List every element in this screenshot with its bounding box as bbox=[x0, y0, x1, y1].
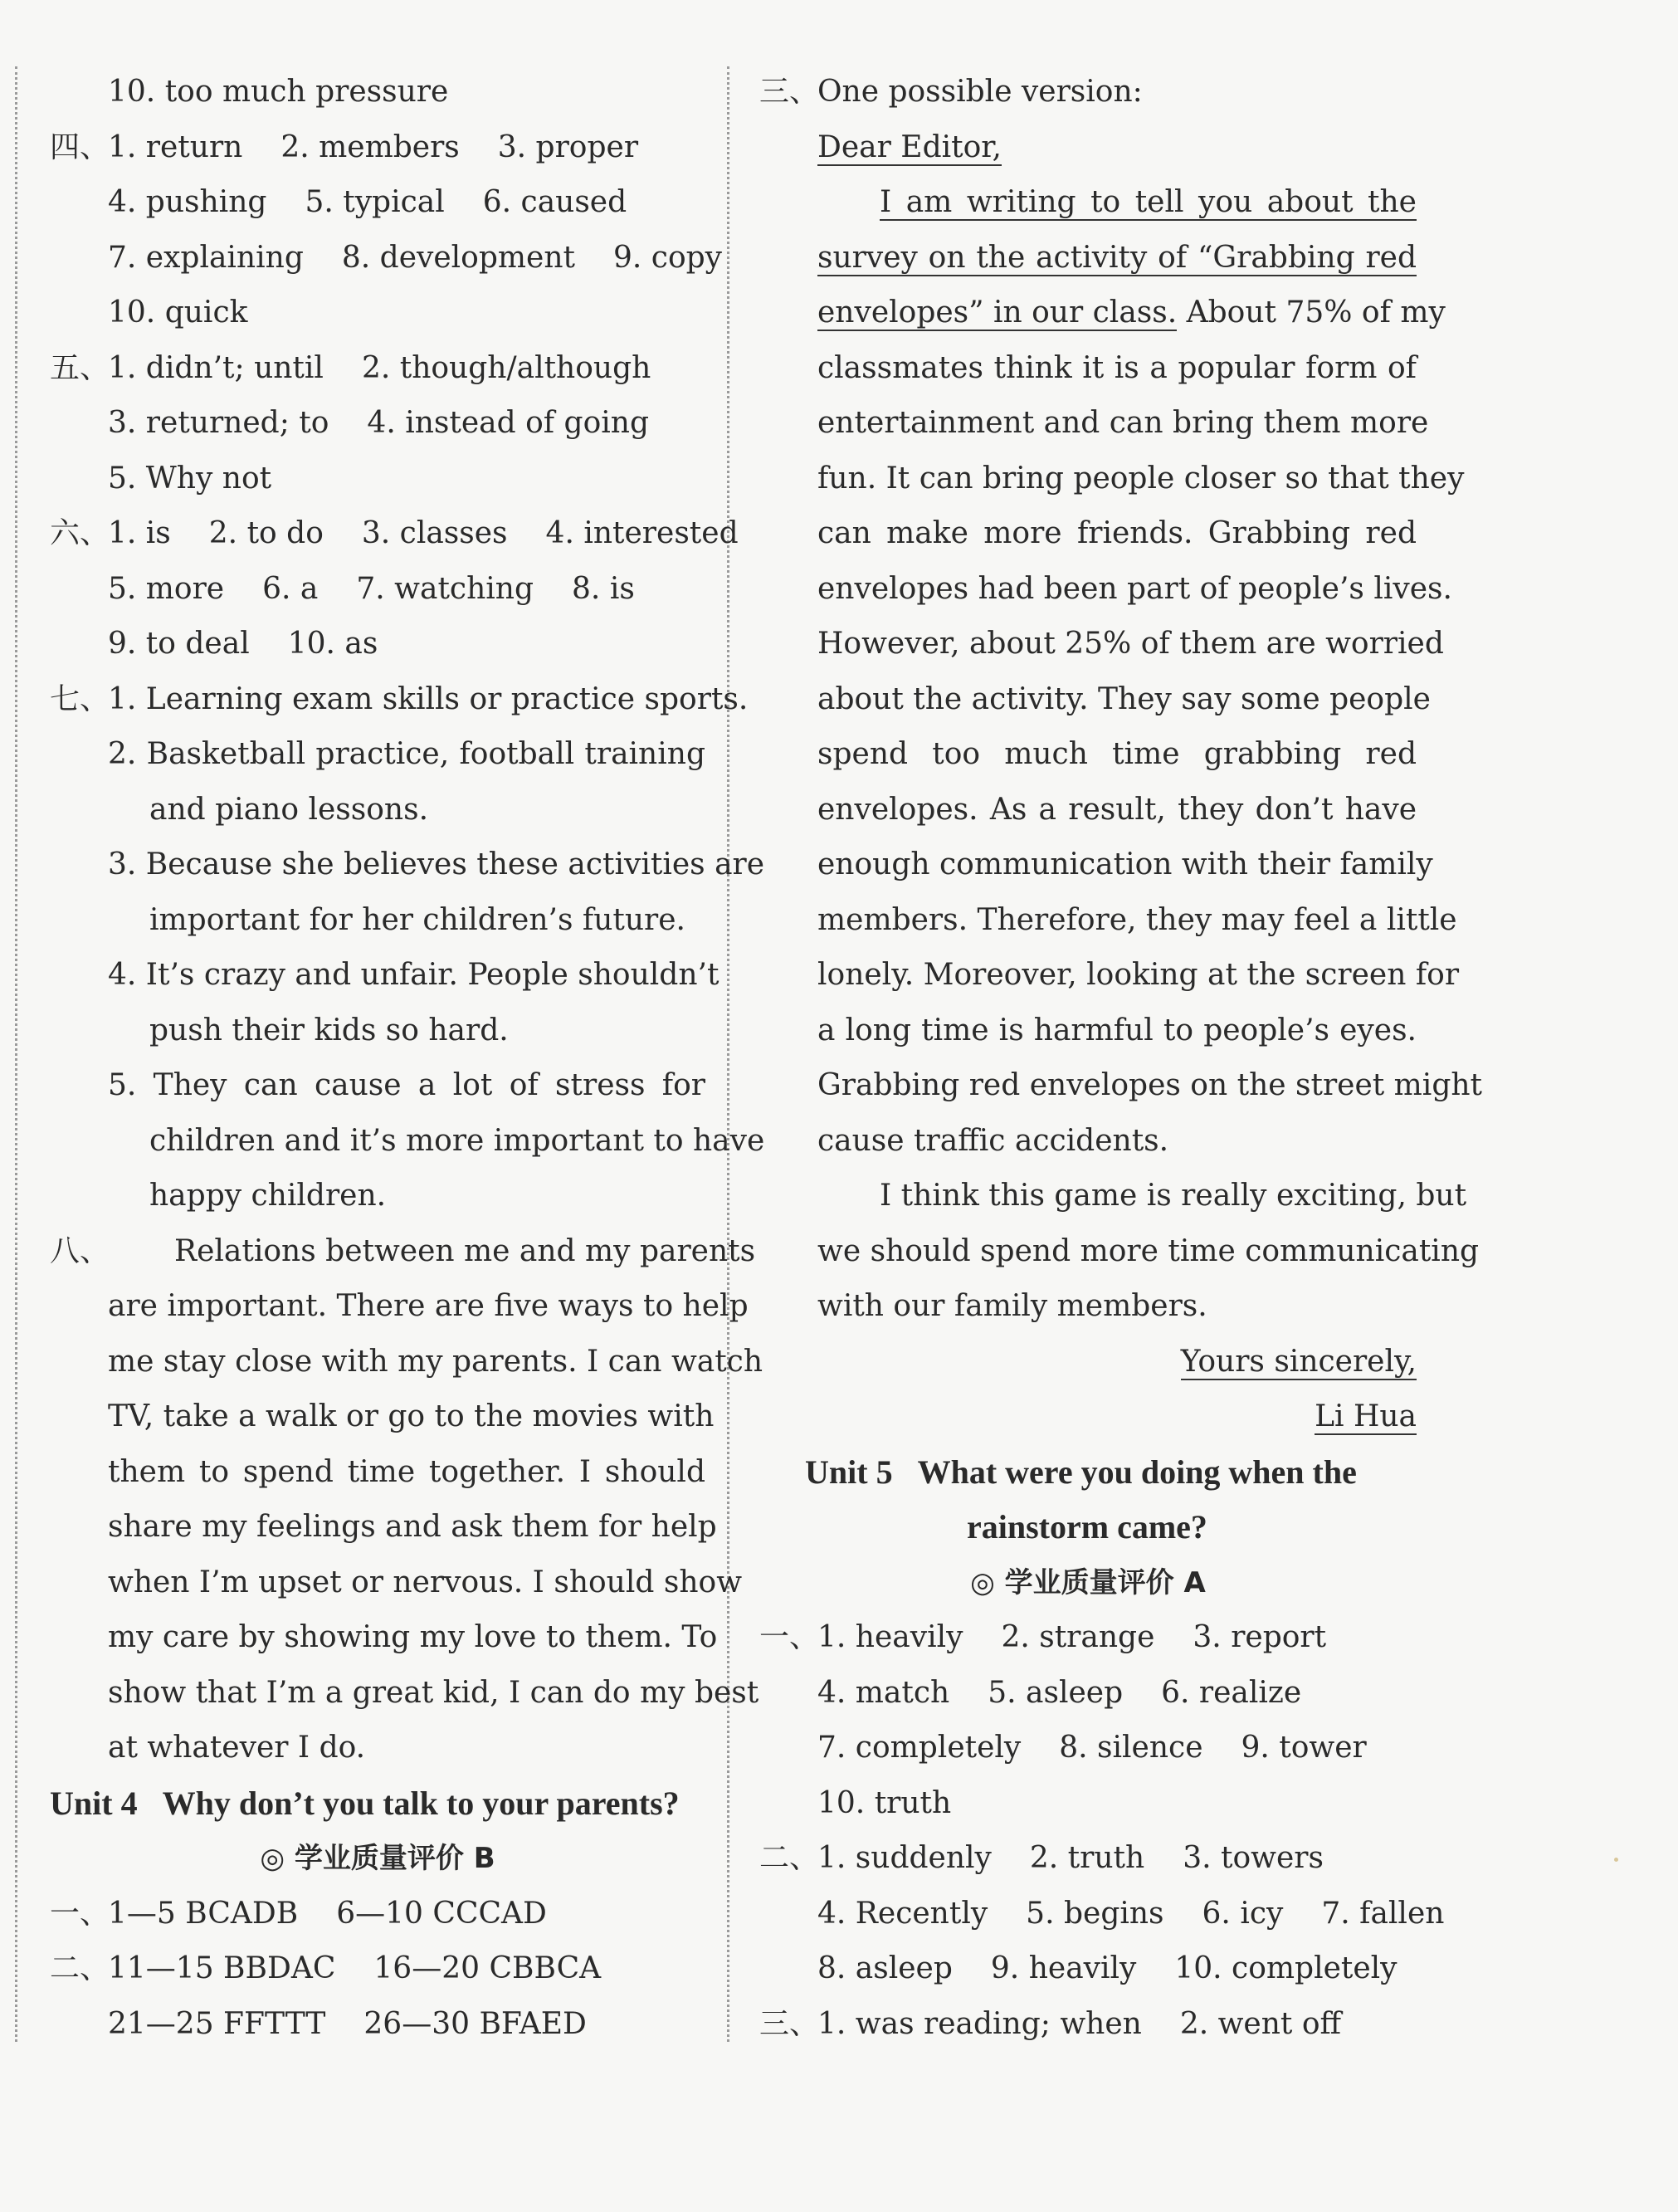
unit-title: What were you doing when the bbox=[917, 1453, 1357, 1491]
letter-line: with our family members. bbox=[817, 1289, 1207, 1323]
letter-line: I think this game is really exciting, but bbox=[880, 1179, 1467, 1213]
right-column bbox=[759, 65, 1483, 2052]
section-7-line: 5. They can cause a lot of stress for bbox=[108, 1068, 705, 1102]
unit-5-heading-line-1 bbox=[759, 1445, 1417, 1501]
answer-line: 10. too much pressure bbox=[108, 75, 449, 109]
letter-line: Grabbing red envelopes on the street might bbox=[817, 1068, 1483, 1102]
letter-line: enough communication with their family bbox=[817, 847, 1433, 881]
letter-line: classmates think it is a popular form of bbox=[817, 350, 1417, 385]
unit-5-section-2-line-2: 4. Recently 5. begins 6. icy 7. fallen bbox=[817, 1896, 1445, 1931]
letter-line: envelopes. As a result, they don’t have bbox=[817, 792, 1417, 827]
section-label: 八、 bbox=[50, 1233, 110, 1268]
letter-line: spend too much time grabbing red bbox=[817, 737, 1417, 771]
letter-line: entertainment and can bring them more bbox=[817, 406, 1429, 440]
section-4-line-4: 10. quick bbox=[108, 295, 248, 330]
unit-5-section-2-line-1: 二、 1. suddenly 2. truth 3. towers bbox=[759, 1831, 1417, 1887]
section-6-line-1: 六、 1. is 2. to do 3. classes 4. interested bbox=[50, 506, 705, 562]
section-4-line-2: 4. pushing 5. typical 6. caused bbox=[108, 185, 627, 219]
section-4-line-3: 7. explaining 8. development 9. copy bbox=[108, 240, 722, 275]
letter-closing: Yours sincerely, bbox=[1180, 1344, 1417, 1379]
unit-number: Unit 5 bbox=[805, 1453, 893, 1491]
letter-line: cause traffic accidents. bbox=[817, 1123, 1169, 1158]
section-7-line: important for her children’s future. bbox=[149, 902, 685, 937]
letter-line: lonely. Moreover, looking at the screen for bbox=[817, 958, 1460, 992]
unit-4-section-1: 一、 1—5 BCADB 6—10 CCCAD bbox=[50, 1887, 705, 1942]
section-8-line-1: 八、 Relations between me and my parents bbox=[50, 1224, 705, 1280]
essay-line: are important. There are five ways to help bbox=[108, 1289, 749, 1323]
section-7-line: 3. Because she believes these activities are bbox=[108, 847, 765, 881]
unit-5-section-1-line-4: 10. truth bbox=[817, 1785, 952, 1820]
unit-number: Unit 4 bbox=[50, 1784, 138, 1822]
essay-line: TV, take a walk or go to the movies with bbox=[108, 1399, 715, 1433]
section-label: 一、 bbox=[759, 1620, 820, 1654]
essay-line: when I’m upset or nervous. I should show bbox=[108, 1565, 743, 1599]
letter-line: I am writing to tell you about the bbox=[880, 185, 1417, 219]
letter-signature: Li Hua bbox=[1315, 1399, 1417, 1433]
unit-5-section-1-line-2: 4. match 5. asleep 6. realize bbox=[817, 1675, 1302, 1710]
letter-line: about the activity. They say some people bbox=[817, 681, 1431, 716]
letter-salutation: Dear Editor, bbox=[817, 129, 1002, 164]
column-divider-dotted-line bbox=[727, 66, 729, 2042]
section-7-line-1: 七、 1. Learning exam skills or practice sports. bbox=[50, 672, 705, 728]
section-7-line: push their kids so hard. bbox=[149, 1013, 509, 1047]
essay-line: at whatever I do. bbox=[108, 1731, 366, 1765]
unit-5-section-3-line-1: 三、 1. was reading; when 2. went off bbox=[759, 1997, 1417, 2053]
section-label: 三、 bbox=[759, 75, 820, 109]
unit-5-section-1-line-1: 一、 1. heavily 2. strange 3. report bbox=[759, 1610, 1417, 1666]
unit-4-subheading: ◎ 学业质量评价 B bbox=[260, 1842, 495, 1875]
essay-line: share my feelings and ask them for help bbox=[108, 1510, 717, 1544]
section-label: 二、 bbox=[50, 1951, 110, 1985]
unit-5-subheading: ◎ 学业质量评价 A bbox=[970, 1565, 1206, 1599]
essay-line: them to spend time together. I should bbox=[108, 1454, 705, 1489]
section-5-line-2: 3. returned; to 4. instead of going bbox=[108, 406, 650, 440]
section-label: 六、 bbox=[50, 516, 110, 550]
print-speck bbox=[1614, 1858, 1618, 1862]
letter-line: envelopes” in our class. About 75% of my bbox=[817, 295, 1446, 330]
section-4-line-1: 四、 1. return 2. members 3. proper bbox=[50, 120, 705, 176]
essay-line: me stay close with my parents. I can watch bbox=[108, 1344, 763, 1379]
letter-line: fun. It can bring people closer so that they bbox=[817, 461, 1465, 496]
section-label: 七、 bbox=[50, 681, 110, 716]
letter-line: can make more friends. Grabbing red bbox=[817, 516, 1417, 550]
section-6-line-3: 9. to deal 10. as bbox=[108, 627, 378, 661]
section-label: 五、 bbox=[50, 350, 110, 385]
binding-margin-dotted-line bbox=[15, 66, 17, 2042]
letter-line: survey on the activity of “Grabbing red bbox=[817, 240, 1417, 275]
letter-line: envelopes had been part of people’s lives. bbox=[817, 571, 1452, 606]
section-7-line: happy children. bbox=[149, 1179, 387, 1213]
letter-line: a long time is harmful to people’s eyes. bbox=[817, 1013, 1417, 1047]
section-7-line: 4. It’s crazy and unfair. People shouldn’t bbox=[108, 958, 719, 992]
essay-line: show that I’m a great kid, I can do my best bbox=[108, 1675, 759, 1710]
unit-4-heading bbox=[50, 1776, 705, 1832]
section-label: 三、 bbox=[759, 2006, 820, 2041]
section-label: 一、 bbox=[50, 1896, 110, 1931]
essay-line: my care by showing my love to them. To bbox=[108, 1620, 718, 1654]
unit-title: Why don’t you talk to your parents? bbox=[162, 1784, 680, 1822]
unit-4-section-2-line-1: 二、 11—15 BBDAC 16—20 CBBCA bbox=[50, 1941, 705, 1997]
section-3-intro: 三、 One possible version: bbox=[759, 65, 1417, 120]
section-7-line: and piano lessons. bbox=[149, 792, 429, 827]
letter-line: members. Therefore, they may feel a little bbox=[817, 902, 1457, 937]
section-label: 四、 bbox=[50, 129, 110, 164]
section-7-line: 2. Basketball practice, football training bbox=[108, 737, 705, 771]
section-6-line-2: 5. more 6. a 7. watching 8. is bbox=[108, 571, 635, 606]
unit-4-section-2-line-2: 21—25 FFTTT 26—30 BFAED bbox=[108, 2006, 587, 2041]
section-label: 二、 bbox=[759, 1841, 820, 1875]
letter-line: we should spend more time communicating bbox=[817, 1233, 1480, 1268]
left-column bbox=[50, 65, 765, 2052]
section-5-line-3: 5. Why not bbox=[108, 461, 272, 496]
unit-5-heading-line-2: rainstorm came? bbox=[967, 1508, 1207, 1545]
section-5-line-1: 五、 1. didn’t; until 2. though/although bbox=[50, 341, 705, 397]
letter-line: However, about 25% of them are worried bbox=[817, 627, 1444, 661]
section-7-line: children and it’s more important to have bbox=[149, 1123, 765, 1158]
unit-5-section-1-line-3: 7. completely 8. silence 9. tower bbox=[817, 1731, 1367, 1765]
unit-5-section-2-line-3: 8. asleep 9. heavily 10. completely bbox=[817, 1951, 1398, 1985]
